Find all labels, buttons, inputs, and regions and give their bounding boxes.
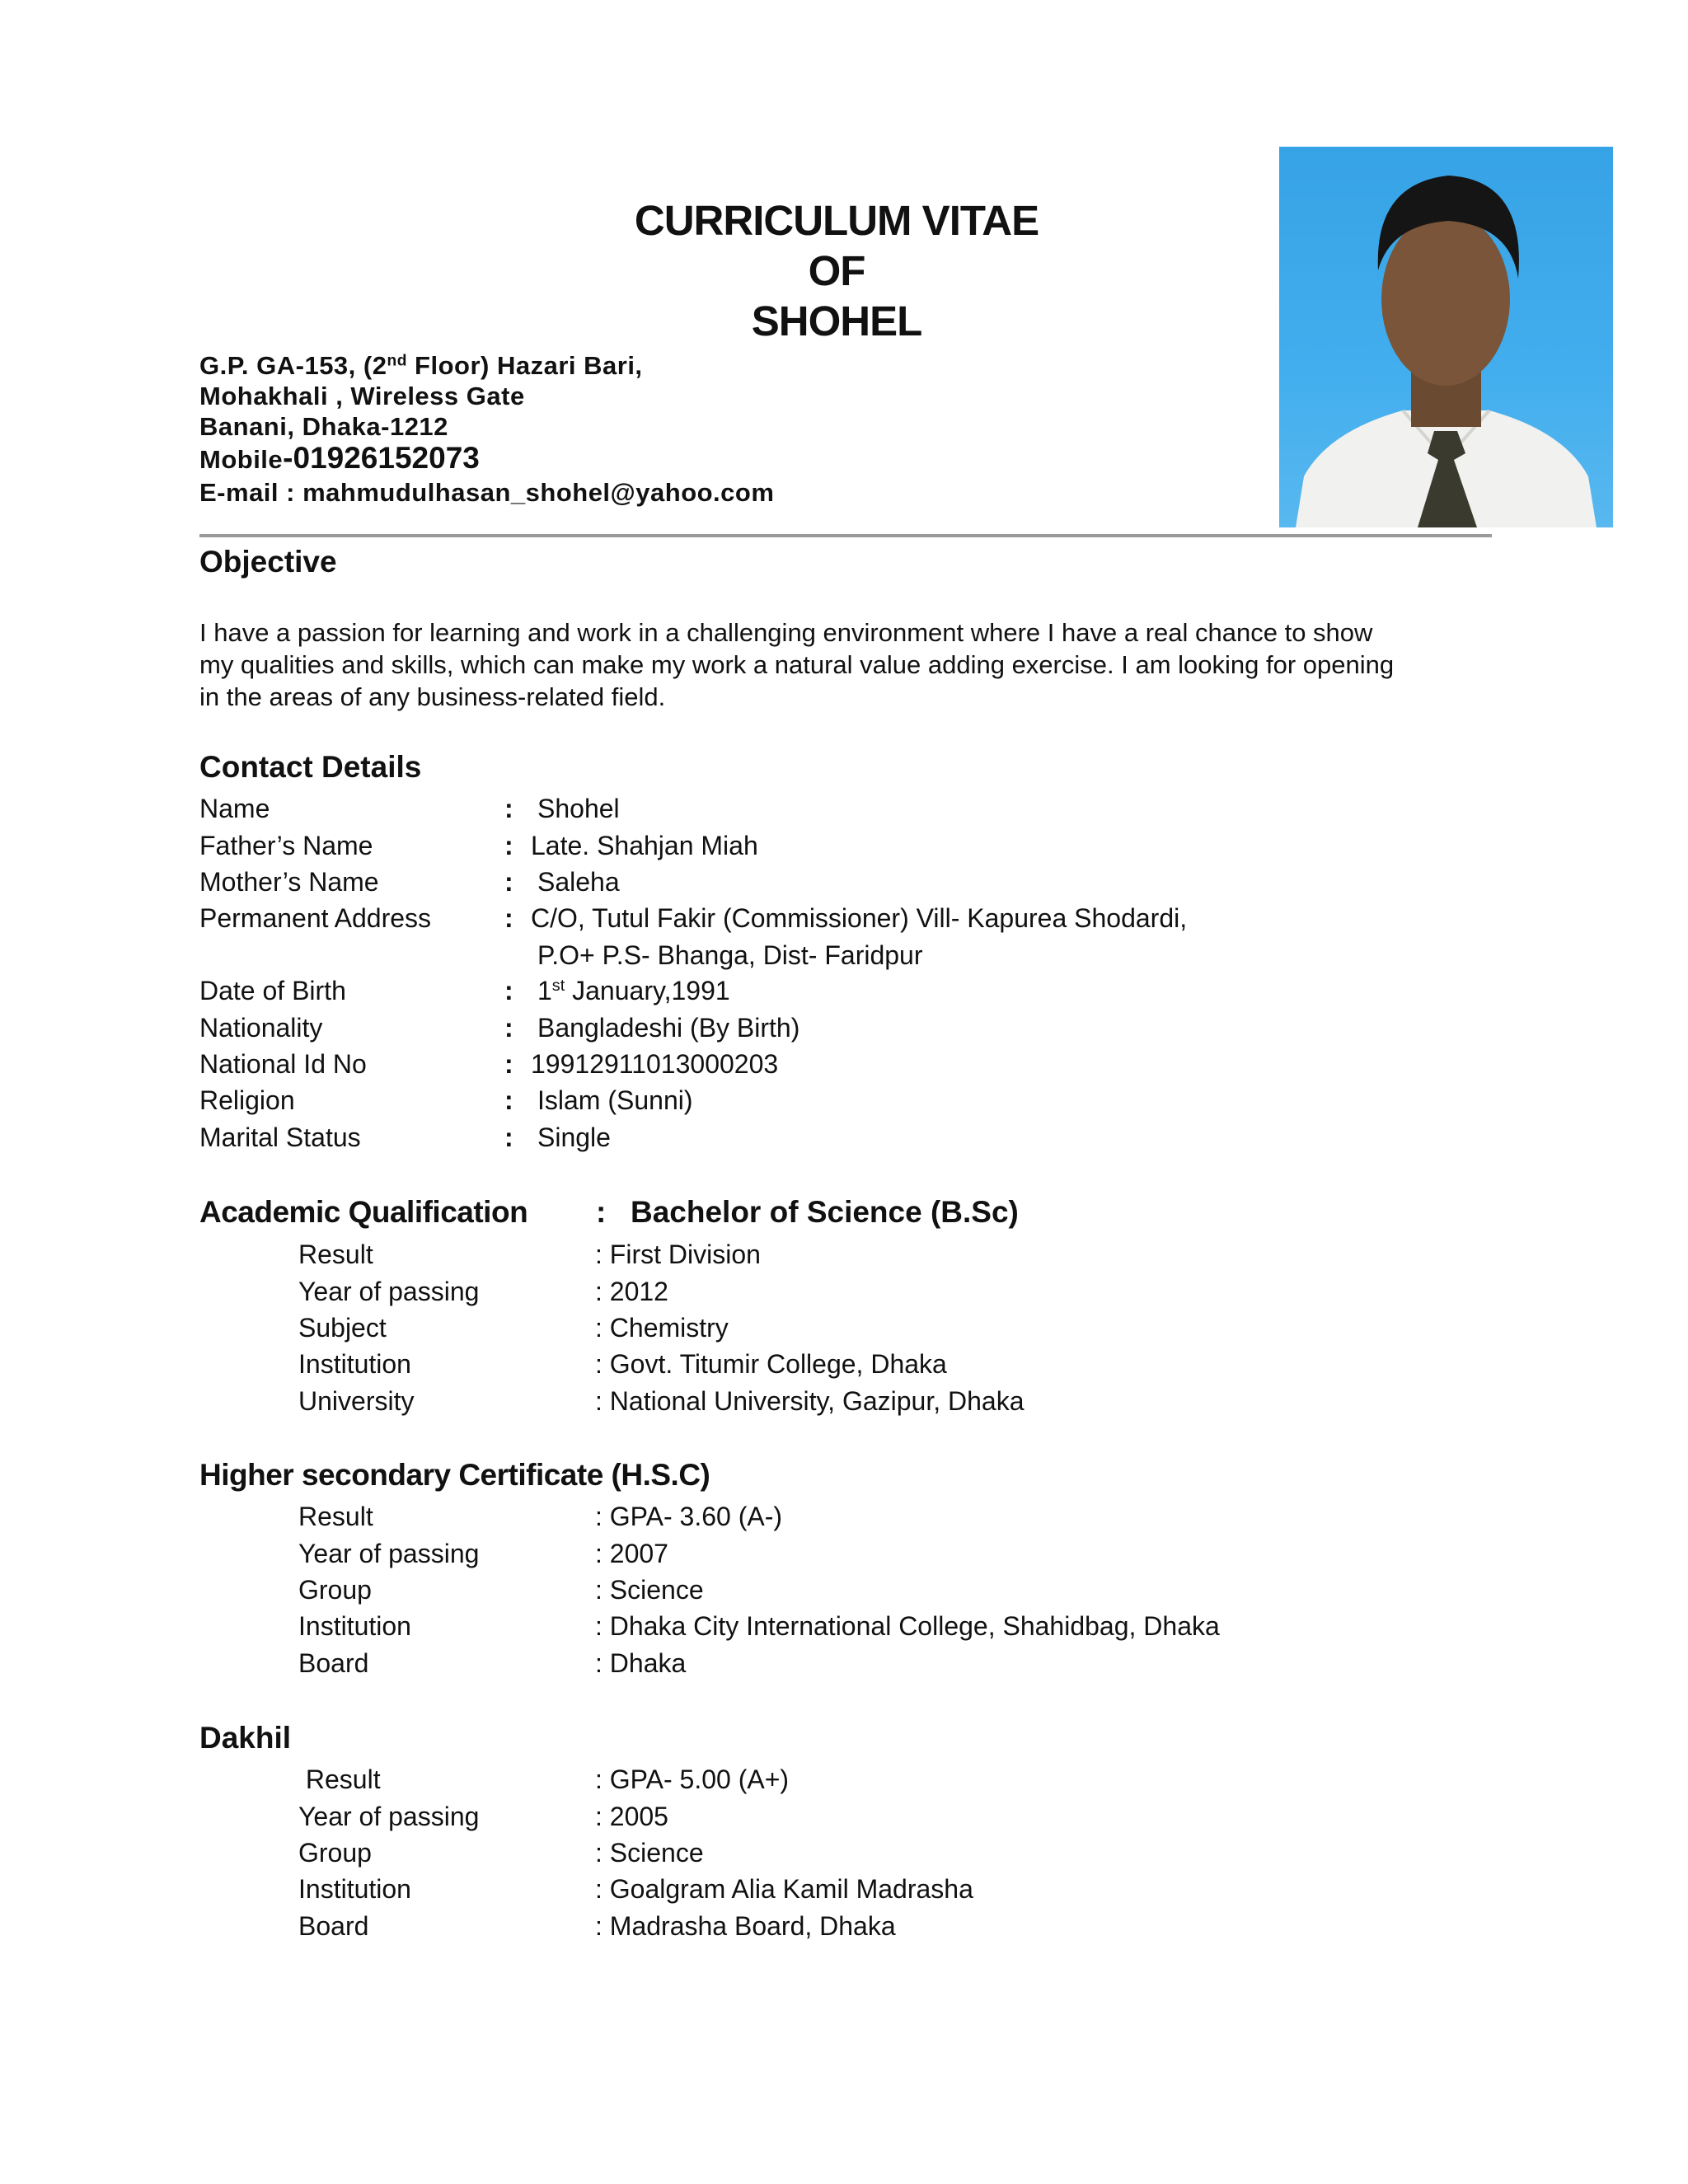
academic-value: : First Division [595, 1240, 761, 1269]
header-divider [199, 534, 1492, 537]
academic-label: Subject [298, 1313, 387, 1343]
academic-label: Year of passing [298, 1277, 480, 1306]
contact-colon: : [504, 1122, 513, 1152]
dakhil-label: Year of passing [298, 1802, 480, 1831]
contact-heading: Contact Details [199, 750, 422, 784]
contact-value: Bangladeshi (By Birth) [537, 1013, 800, 1043]
contact-value: Islam (Sunni) [537, 1085, 693, 1115]
hsc-value: : Dhaka City International College, Shahidbag, Dhaka [595, 1611, 1220, 1641]
contact-colon: : [504, 831, 513, 860]
contact-value: Saleha [537, 867, 620, 897]
hsc-value: : Science [595, 1575, 704, 1605]
hsc-label: Institution [298, 1611, 411, 1641]
profile-photo [1279, 147, 1613, 527]
dakhil-value: : Science [595, 1838, 704, 1868]
contact-value: 1st January,1991 [537, 976, 730, 1005]
contact-label: Father’s Name [199, 831, 373, 860]
objective-line: I have a passion for learning and work in a challenging environment where I have a real chance to show [199, 618, 1373, 647]
contact-colon: : [504, 1085, 513, 1115]
contact-label: Marital Status [199, 1122, 361, 1152]
objective-line: in the areas of any business-related field. [199, 682, 666, 711]
hsc-value: : Dhaka [595, 1648, 687, 1678]
hsc-label: Group [298, 1575, 372, 1605]
academic-heading: Academic Qualification [199, 1195, 528, 1229]
contact-colon: : [504, 1049, 513, 1079]
email-line: E-mail : mahmudulhasan_shohel@yahoo.com [199, 478, 775, 507]
address-line-1: G.P. GA-153, (2nd Floor) Hazari Bari, [199, 351, 643, 380]
cv-title-line-1: CURRICULUM VITAE [634, 197, 1039, 244]
hsc-label: Board [298, 1648, 369, 1678]
dakhil-value: : Madrasha Board, Dhaka [595, 1911, 896, 1941]
hsc-label: Year of passing [298, 1539, 480, 1568]
academic-value: : Chemistry [595, 1313, 729, 1343]
contact-label: National Id No [199, 1049, 367, 1079]
contact-value: Late. Shahjan Miah [531, 831, 758, 860]
hsc-value: : GPA- 3.60 (A-) [595, 1502, 783, 1531]
dakhil-value: : Goalgram Alia Kamil Madrasha [595, 1874, 973, 1904]
academic-value: : National University, Gazipur, Dhaka [595, 1386, 1025, 1416]
objective-text [199, 616, 1485, 713]
hsc-value: : 2007 [595, 1539, 668, 1568]
contact-colon: : [504, 867, 513, 897]
dakhil-heading: Dakhil [199, 1721, 292, 1755]
contact-colon: : [504, 1013, 513, 1043]
cv-title [495, 195, 1179, 346]
contact-colon: : [504, 976, 513, 1005]
contact-label: Date of Birth [199, 976, 346, 1005]
address-line-3: Banani, Dhaka-1212 [199, 412, 448, 441]
academic-value: : Govt. Titumir College, Dhaka [595, 1349, 947, 1379]
academic-value: : 2012 [595, 1277, 668, 1306]
academic-label: University [298, 1386, 415, 1416]
objective-heading: Objective [199, 545, 337, 579]
contact-colon: : [504, 903, 513, 933]
contact-label: Mother’s Name [199, 867, 379, 897]
contact-label: Religion [199, 1085, 295, 1115]
dakhil-value: : GPA- 5.00 (A+) [595, 1765, 790, 1794]
academic-heading-colon: : [596, 1195, 607, 1229]
dakhil-label: Group [298, 1838, 372, 1868]
cv-title-line-3: SHOHEL [751, 298, 922, 344]
mobile-line [199, 441, 480, 476]
contact-label: Name [199, 794, 270, 823]
contact-value: 19912911013000203 [531, 1049, 779, 1079]
contact-value: Single [537, 1122, 611, 1152]
dakhil-label: Board [298, 1911, 369, 1941]
dakhil-label: Result [298, 1765, 381, 1794]
hsc-heading: Higher secondary Certificate (H.S.C) [199, 1458, 710, 1492]
academic-label: Result [298, 1240, 373, 1269]
person-portrait-icon [1279, 147, 1613, 527]
academic-label: Institution [298, 1349, 411, 1379]
mobile-number: -01926152073 [283, 441, 480, 475]
contact-label: Nationality [199, 1013, 323, 1043]
academic-degree: Bachelor of Science (B.Sc) [631, 1195, 1019, 1229]
dakhil-label: Institution [298, 1874, 411, 1904]
contact-value: C/O, Tutul Fakir (Commissioner) Vill- Kapurea Shodardi, [531, 903, 1188, 933]
mobile-label: Mobile [199, 445, 284, 474]
dakhil-value: : 2005 [595, 1802, 668, 1831]
contact-colon: : [504, 794, 513, 823]
objective-line: my qualities and skills, which can make my work a natural value adding exercise. I am looking for opening [199, 650, 1395, 679]
contact-value: P.O+ P.S- Bhanga, Dist- Faridpur [537, 940, 923, 970]
contact-label: Permanent Address [199, 903, 432, 933]
cv-title-line-2: OF [808, 247, 865, 294]
address-line-2: Mohakhali , Wireless Gate [199, 382, 525, 410]
contact-value: Shohel [537, 794, 620, 823]
hsc-label: Result [298, 1502, 373, 1531]
